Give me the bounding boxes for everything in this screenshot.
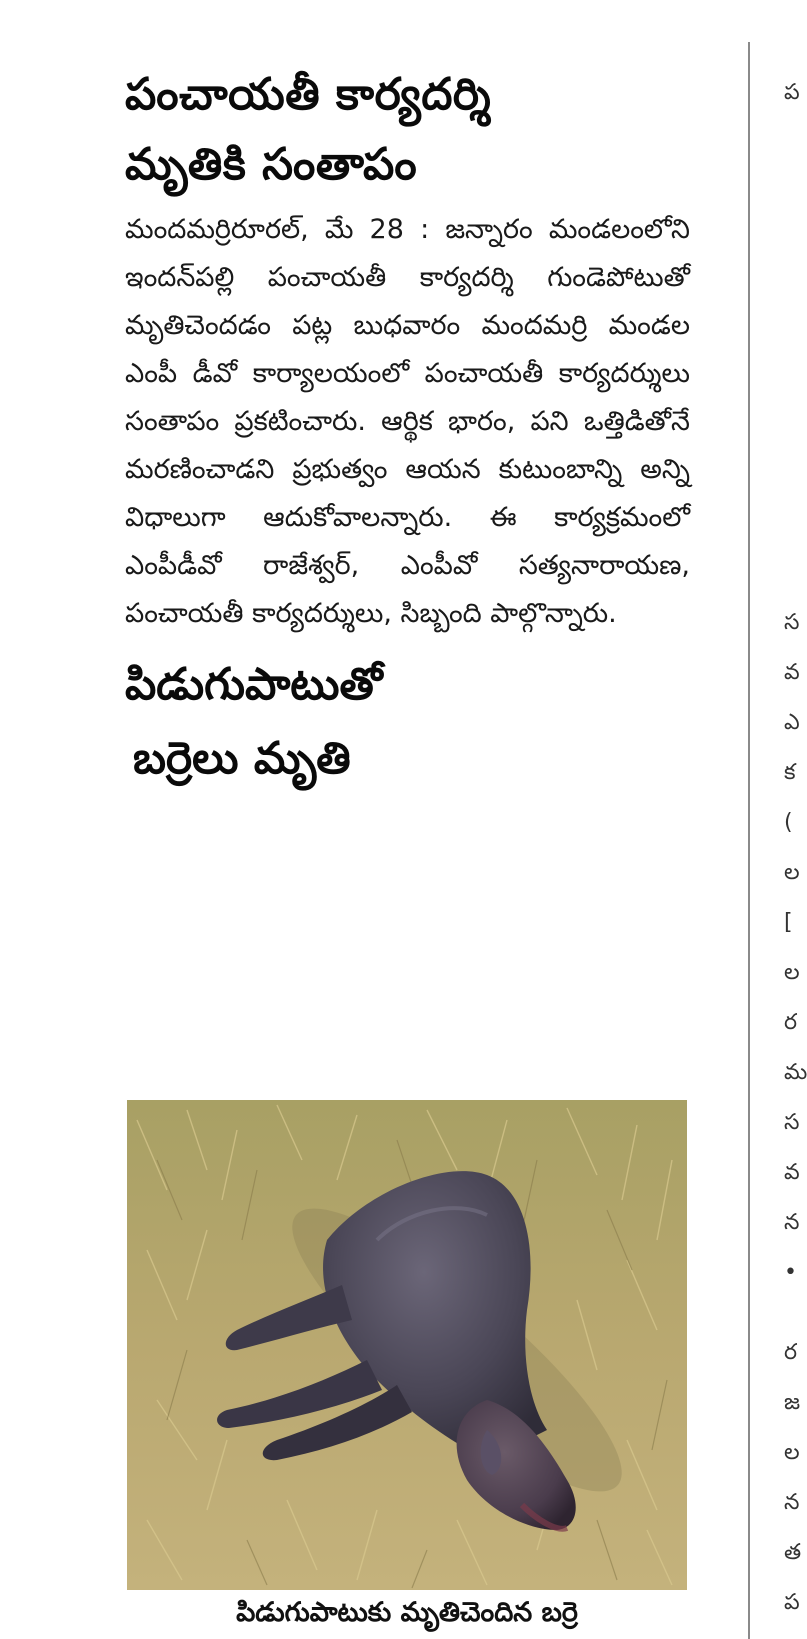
article1-line: సిబ్బంది పాల్గొన్నారు. [400,598,617,629]
edge-glyph: న [784,1210,800,1235]
article1-line: మండలంలోని ఇందన్‌పల్లి పంచాయతీ [125,214,690,293]
article1-line: డీవో కార్యాలయంలో పంచాయతీ కార్యద [192,358,630,389]
article1-line: మందమర్రిరూరల్, మే 28 : జన్నారం [125,214,533,245]
article2-headline [125,648,690,796]
edge-glyph: జ [784,1390,801,1415]
adjacent-column-edge [782,0,807,1639]
article1-line: భారం, పని ఒత్తిడితోనే మరణించాడని [125,406,690,485]
edge-glyph: [ [784,910,793,935]
article1-line: లుగా ఆదుకోవాలన్నారు. ఈ కార్యక్ర [172,502,620,533]
article1-line: కార్యదర్శి గుండెపోటుతో మృతిచెందడం [125,262,690,341]
edge-glyph: ప [784,1590,800,1615]
article2-headline-line2: బర్రెలు మృతి [133,733,351,784]
edge-glyph: ( [784,810,793,835]
buffalo-photo [127,1100,687,1590]
article1-line: నారాయణ, పంచాయతీ కార్యదర్శులు, [125,550,690,629]
article2-headline-line1: పిడుగుపాటుతో [125,659,383,710]
article1-line: ర్శులు సంతాపం ప్రకటించారు. ఆర్థిక [125,358,690,437]
edge-glyph: ర [784,1340,798,1365]
edge-glyph: వ [784,660,800,685]
edge-glyph: ర [784,1010,798,1035]
edge-glyph: ల [784,960,800,985]
article1-body [125,206,690,638]
edge-glyph: ల [784,1440,800,1465]
edge-glyph: క [784,760,796,785]
article1-line: పట్ల బుధవారం మందమర్రి మండల ఎంపీ [125,310,690,389]
article1-headline [125,60,690,200]
edge-glyph: త [784,1540,802,1565]
photo-caption: పిడుగుపాటుకు మృతిచెందిన బర్రె [236,1597,578,1628]
edge-glyph: • [784,1260,797,1285]
article1-line: మంలో ఎంపీడీవో రాజేశ్వర్, ఎంపీవో సత్య [125,502,690,581]
edge-glyph: ప [784,80,800,105]
article1-headline-line2: మృతికి సంతాపం [125,139,418,190]
edge-glyph: వ [784,1160,800,1185]
edge-glyph: మ [784,1060,807,1085]
column-divider [748,42,750,1639]
edge-glyph: న [784,1490,800,1515]
edge-glyph: ఎ [784,710,800,735]
edge-glyph: స [784,610,800,635]
article-column [125,60,690,796]
article1-headline-line1: పంచాయతీ కార్యదర్శి [125,69,492,120]
edge-glyph: ల [784,860,800,885]
article1-line: ప్రభుత్వం ఆయన కుటుంబాన్ని అన్ని విధా [125,454,690,533]
edge-glyph: స [784,1110,800,1135]
